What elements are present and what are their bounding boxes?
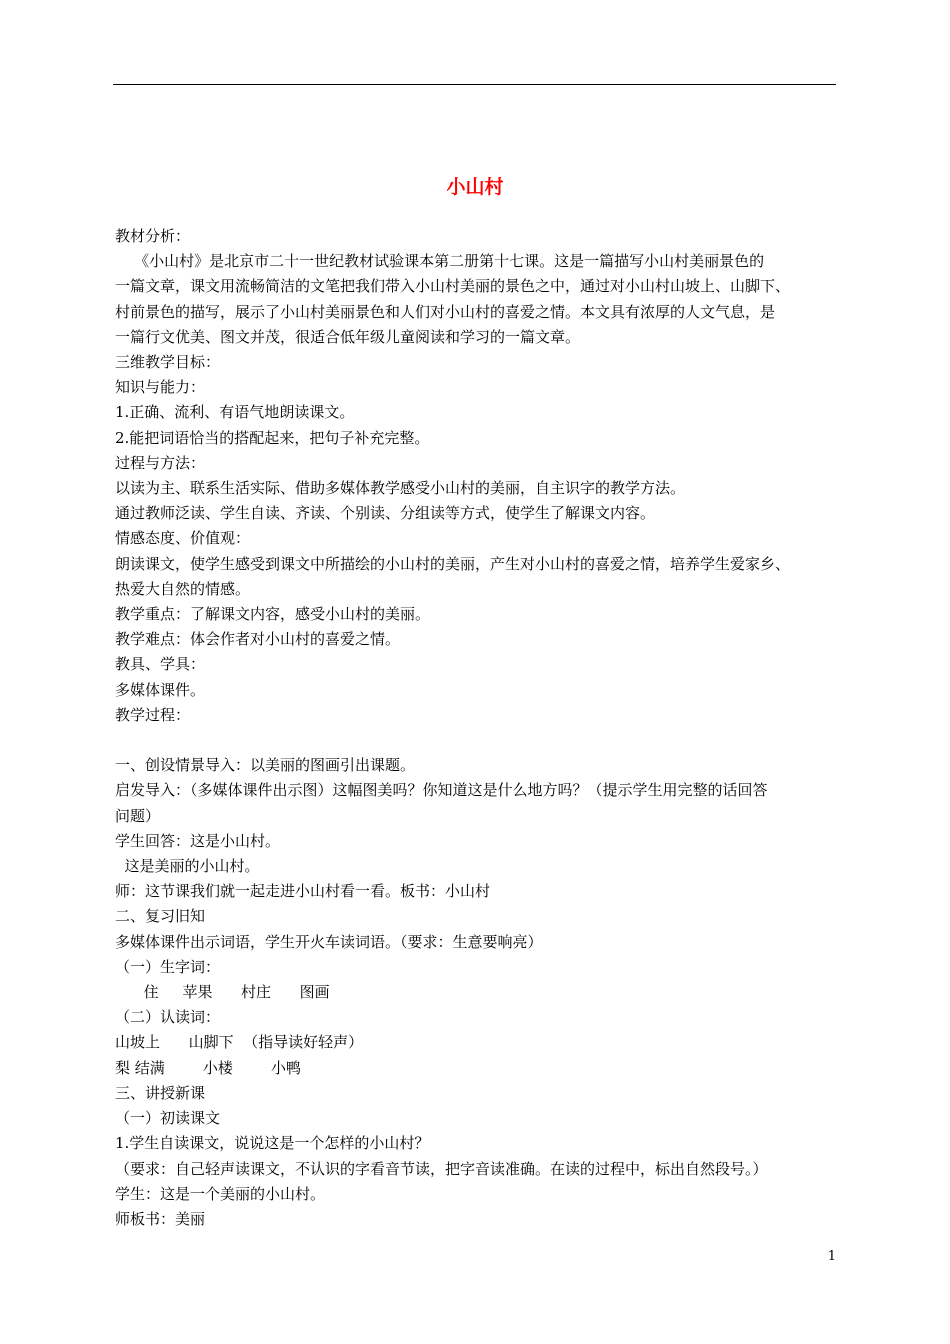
text-line: 热爱大自然的情感。 [115,579,251,598]
text-line: （一）初读课文 [115,1109,221,1128]
document-title: 小山村 [446,176,504,198]
text-line: 学生回答：这是小山村。 [115,831,281,850]
text-line: （要求：自己轻声读课文，不认识的字看音节读，把字音读准确。在读的过程中，标出自然段号。） [115,1159,768,1178]
text-line: 多媒体课件出示词语，学生开火车读词语。（要求：生意要响亮） [115,932,543,951]
text-line: 一、创设情景导入：以美丽的图画引出课题。 [115,756,416,775]
text-line: 过程与方法： [115,453,206,472]
text-line: （二）认读词： [115,1008,221,1027]
text-line: 学生：这是一个美丽的小山村。 [115,1184,326,1203]
text-line: 一篇行文优美、图文并茂，很适合低年级儿童阅读和学习的一篇文章。 [115,327,581,346]
text-line: 教学难点：体会作者对小山村的喜爱之情。 [115,630,401,649]
text-line: 这是美丽的小山村。 [115,857,260,876]
text-line: 1.正确、流利、有语气地朗读课文。 [115,403,355,422]
document-body [115,224,851,1232]
text-line: 教具、学具： [115,655,206,674]
text-line: 教学过程： [115,705,191,724]
header-rule [113,84,836,85]
text-line: 2.能把词语恰当的搭配起来，把句子补充完整。 [115,428,430,447]
text-line: 情感态度、价值观： [115,529,251,548]
text-line: 山坡上 山脚下 （指导读好轻声） [115,1033,364,1052]
text-line: 教材分析： [115,227,191,245]
text-line: 住 苹果 村庄 图画 [115,983,330,1002]
page-number: 1 [827,1249,836,1264]
text-line: 通过教师泛读、学生自读、齐读、个别读、分组读等方式，使学生了解课文内容。 [115,504,656,523]
text-line: （一）生字词： [115,957,221,976]
text-line: 师：这节课我们就一起走进小山村看一看。板书：小山村 [115,882,491,901]
text-line: 以读为主、联系生活实际、借助多媒体教学感受小山村的美丽，自主识字的教学方法。 [115,479,686,498]
blank-line [115,728,851,753]
text-line: 二、复习旧知 [115,907,206,926]
text-line: 三维教学目标： [115,353,221,372]
text-line: 朗读课文，使学生感受到课文中所描绘的小山村的美丽，产生对小山村的喜爱之情，培养学生爱家乡、 [115,554,791,573]
text-line: 启发导入：（多媒体课件出示图）这幅图美吗？你知道这是什么地方吗？（提示学生用完整的话回答 [115,781,768,800]
text-line: 梨 结满 小楼 小鸭 [115,1058,302,1077]
text-line: 师板书：美丽 [115,1209,206,1228]
text-line: 一篇文章，课文用流畅简洁的文笔把我们带入小山村美丽的景色之中，通过对小山村山坡上、山脚下、 [115,277,791,296]
text-line: 村前景色的描写，展示了小山村美丽景色和人们对小山村的喜爱之情。本文具有浓厚的人文气息，是 [115,302,776,321]
text-line: 问题） [115,806,161,825]
text-line: 《小山村》是北京市二十一世纪教材试验课本第二册第十七课。这是一篇描写小山村美丽景色的 [115,252,765,271]
text-line: 1.学生自读课文，说说这是一个怎样的小山村？ [115,1134,430,1153]
text-line: 多媒体课件。 [115,680,206,699]
text-line: 三、讲授新课 [115,1083,206,1102]
text-line: 知识与能力： [115,378,206,397]
text-line: 教学重点：了解课文内容，感受小山村的美丽。 [115,605,431,624]
